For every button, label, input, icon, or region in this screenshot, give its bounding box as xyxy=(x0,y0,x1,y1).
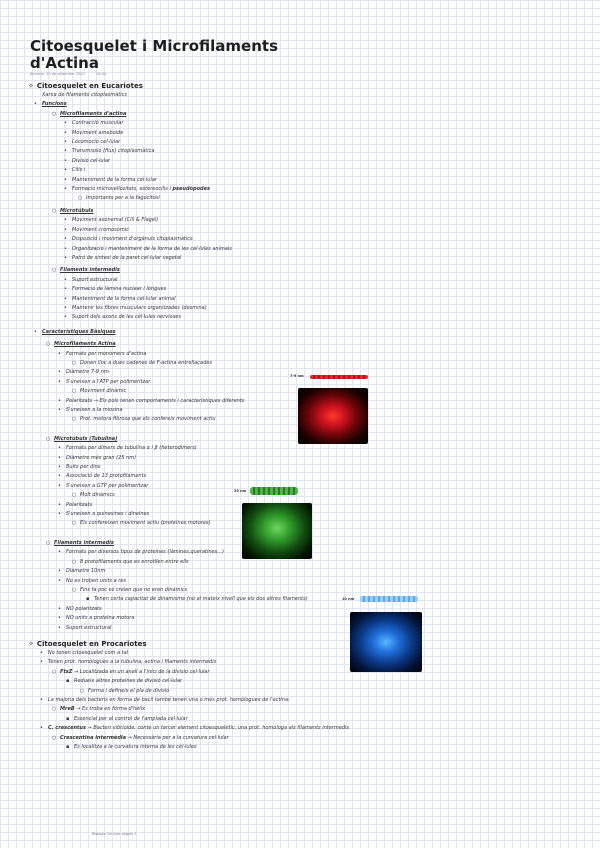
list-item: • C. crescentus → Bacteri vibrioide, conté un tercer element citoesquelètic, una prot. homòloga als filaments intermedis xyxy=(40,725,349,732)
list-item: ○ Forma i defineix el pla de divisió· xyxy=(80,687,171,694)
list-item: • S'uneixen a quinesines i dineïnes xyxy=(58,511,150,518)
list-item: • Buits per dins xyxy=(58,464,101,471)
diamond-icon: ✧ xyxy=(28,639,34,648)
if-micrograph-image xyxy=(350,612,422,672)
page-title-line-2: d'Actina xyxy=(30,54,99,72)
list-item: Xarxa de filaments citoplasmàtics xyxy=(42,92,127,98)
list-item: • Polaritzats → Els pols tenen comportaments i característiques diferents xyxy=(58,397,245,404)
if-diameter-label: 10 nm xyxy=(342,597,355,601)
list-item: ○ Microtúbuls xyxy=(52,207,94,214)
list-item: ○ Fins fa poc es creien que no eren dinàmics xyxy=(72,586,188,593)
list-item: • Formació de làmina nuclear i lòrigues xyxy=(64,286,167,293)
list-item: ○ Els confereixen moviment actiu (proteïnes motores) xyxy=(72,520,211,527)
list-item: ○ Moviment dinàmic xyxy=(72,388,127,395)
list-item: ○ Filaments intermedis xyxy=(46,539,114,546)
list-item: • Formats per diversos tipus de proteïnes (làmines,queratines...) xyxy=(58,549,224,556)
list-item: • S'uneixen a la miosina xyxy=(58,407,123,413)
page-title xyxy=(30,38,330,72)
list-item: • NO polaritzats xyxy=(58,605,102,612)
actin-diameter-label: 7-9 nm xyxy=(290,374,304,378)
page-title-line-1: Citoesquelet i Microfilaments xyxy=(30,37,279,55)
list-item: • S'uneixen a l'ATP per polimeritzar xyxy=(58,378,151,385)
list-item: ○ Microfilaments Actina xyxy=(46,341,116,348)
list-item: • Cilis i xyxy=(64,167,86,174)
list-item: • Característiques Bàsiques xyxy=(34,328,116,335)
list-item: • Transmissió (flux) citoplasmàtica xyxy=(64,148,155,155)
list-item: • No es troben units a res xyxy=(58,577,127,584)
list-item: • Suport dels axons de les cèl·lules nervioses xyxy=(64,314,181,321)
page-footer: Biologia Cel·lular pàgina 1 xyxy=(92,832,137,836)
page-date: dimarts, 10 de setembre 2020 xyxy=(30,72,85,76)
list-item: ○ Importants per a la fagocitosi xyxy=(78,195,160,202)
heading-prokaryotes: ✧ Citoesquelet en Procariotes xyxy=(28,639,147,648)
list-item: • S'uneixen a GTP per polimeritzar xyxy=(58,482,149,489)
list-item: • Polaritzats xyxy=(58,501,93,508)
microtubuls-list xyxy=(28,216,428,263)
list-item: • Diàmetre 10nm xyxy=(58,568,106,575)
list-item: ○ Microtúbuls (Tubulina) xyxy=(46,435,118,442)
list-item: ▪ Tenen certa capacitat de dinamisme (no al mateix nivell que els dos altres filaments) xyxy=(86,596,308,603)
list-item: ○ MreB → Es troba en forma d'hèlix xyxy=(52,706,146,713)
diamond-icon: ✧ xyxy=(28,82,34,90)
list-item: • Diàmetre més gran (25 nm) xyxy=(58,454,137,461)
list-item: ○ FtsZ → Localitzada en un anell a l'inici de la divisió cel·lular xyxy=(52,668,210,675)
list-item: • Formats per dímers de tubulina α i β (heterodímers) xyxy=(58,445,197,452)
list-item: ▪ Es localitza a la curvatura interna de les cèl·lules xyxy=(66,744,197,750)
list-item: • No tenen citoesquelet com a tal xyxy=(40,649,129,656)
list-item: • Funcions xyxy=(34,101,67,108)
list-item: • Suport estructural xyxy=(58,624,112,631)
list-item: • Manteniment de la forma cel·lular xyxy=(64,176,157,183)
list-item: • Organització i manteniment de la forma de les cèl·lules animals xyxy=(64,245,232,252)
microtubule-diameter-label: 25 nm xyxy=(234,489,247,493)
list-item: • Manteniment de la forma cel·lular animal xyxy=(64,295,176,302)
list-item: ○ Donen lloc a dues cadenes de F-actina entrellaçades xyxy=(72,359,212,366)
list-item: • Diàmetre 7-9 nm· xyxy=(58,369,111,376)
list-item: • Locomoció cel·lular xyxy=(64,139,121,146)
list-item: • Formats per monòmers d'actina xyxy=(58,350,147,357)
list-item: • Associació de 13 protofilaments xyxy=(58,473,147,480)
list-item: ○ Prot. motora fibrosa que els confereix moviment actiu xyxy=(72,416,216,423)
actin-micrograph-image xyxy=(298,388,368,444)
list-item: ○ Microfilaments d'actina xyxy=(52,110,127,117)
list-item: ▪ Redueix altres proteïnes de divisió cel·lular xyxy=(66,678,183,685)
list-item: • Patró de síntesi de la paret cel·lular vegetal xyxy=(64,254,182,261)
list-item: ○ 8 protofilaments que es enrotllen entre ells xyxy=(72,558,189,565)
list-item: • Disposició i moviment d'orgànuls citoplasmàtics xyxy=(64,236,193,243)
actin-filament-image xyxy=(310,375,368,379)
microtubule-micrograph-image xyxy=(242,503,312,559)
heading-eukaryotes: ✧ Citoesquelet en Eucariotes xyxy=(28,82,143,90)
page-time: 16:00 xyxy=(95,72,107,76)
list-item: ○ Molt dinàmics xyxy=(72,492,115,499)
list-item: • La majoria dels bacteris en forma de bacil també tenen una o més prot. homòlogues de l'actina: xyxy=(40,696,290,703)
list-item: • Mantenir les fibres musculars organitzades (desmina) xyxy=(64,304,207,311)
list-item: • Moviment cromosòmic xyxy=(64,226,129,233)
list-item: • Moviment axonemal (Cili & Flagel) xyxy=(64,217,159,224)
intermediate-filaments-list xyxy=(28,276,428,323)
list-item: ▪ Essencial per al control de l'amplada cel·lular xyxy=(66,715,188,722)
list-item: • Divisió cel·lular xyxy=(64,157,111,164)
micro-actina-list xyxy=(28,119,428,204)
list-item: • NO units a proteïna motora xyxy=(58,615,135,622)
microtubule-filament-image xyxy=(250,487,298,495)
page-meta xyxy=(30,72,116,76)
list-item: ○ Filaments intermedis xyxy=(52,267,120,274)
if-filament-image xyxy=(360,596,418,602)
list-item: • Tenen prot. homòlogues a la tubulina, actina i filaments intermedis xyxy=(40,659,217,666)
list-item: • Contracció muscular xyxy=(64,120,124,127)
list-item: • Formació microvellositats, estereocilis i pseudòpodes xyxy=(64,186,210,193)
list-item: • Moviment ameboide xyxy=(64,129,124,136)
list-item: ○ Crescentina intermèdia → Necessària per a la curvatura cel·lular xyxy=(52,734,229,741)
list-item: • Suport estructural xyxy=(64,276,118,283)
